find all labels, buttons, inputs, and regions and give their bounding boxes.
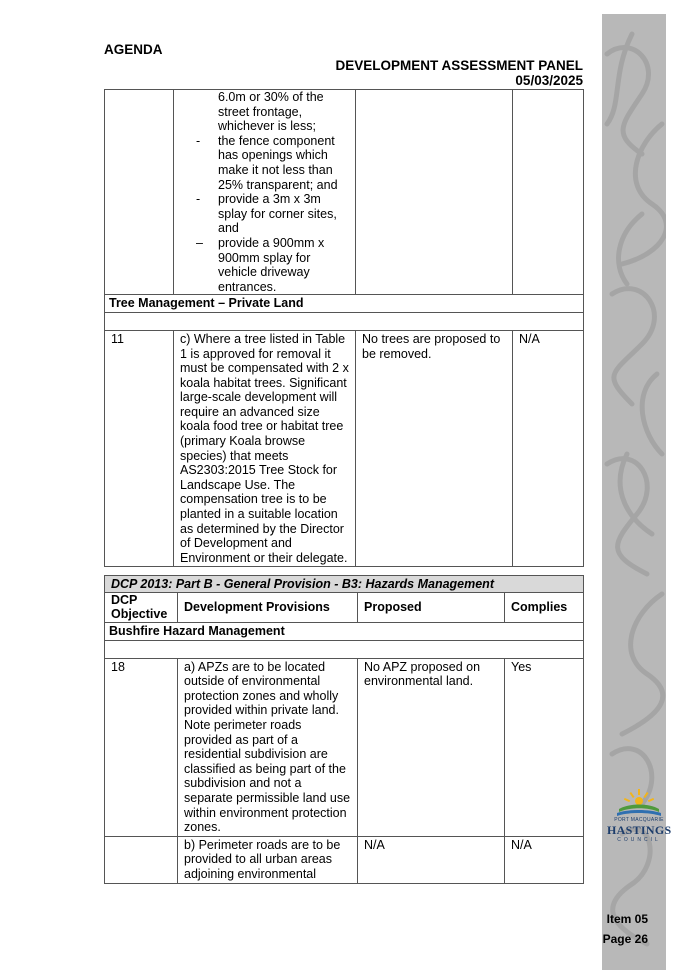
logo-line-2: HASTINGS bbox=[607, 823, 672, 837]
column-header-objective: DCP Objective bbox=[105, 593, 178, 623]
table-title: DCP 2013: Part B - General Provision - B3: Hazards Management bbox=[105, 576, 584, 593]
panel-heading: DEVELOPMENT ASSESSMENT PANEL bbox=[335, 58, 583, 73]
section-row bbox=[105, 295, 584, 313]
hazards-management-table bbox=[104, 575, 584, 884]
list-item: - the fence component has openings which make it not less than 25% transparent; and bbox=[196, 133, 338, 192]
provision-cell: c) Where a tree listed in Table 1 is approved for removal it must be compensated with 2 x koala habitat trees. Significant large-scale development will require an advanced size koala food tree or habitat tree (primary Koala browse species) that meets AS2303:2015 Tree Stock for Landscape Use. The compensation tree is to be planted in a suitable location as determined by the Director of Development and Environment or their delegate. bbox=[174, 330, 356, 567]
meeting-date: 05/03/2025 bbox=[515, 73, 583, 88]
objective-cell bbox=[105, 90, 174, 295]
column-header-provisions: Development Provisions bbox=[178, 593, 358, 623]
section-row bbox=[105, 623, 584, 641]
complies-cell bbox=[513, 90, 584, 295]
proposed-cell: No APZ proposed on environmental land. bbox=[358, 658, 505, 836]
column-header-complies: Complies bbox=[505, 593, 584, 623]
logo-line-1: PORT MACQUARIE bbox=[614, 817, 664, 823]
section-heading: Bushfire Hazard Management bbox=[105, 623, 584, 641]
complies-cell: N/A bbox=[505, 836, 584, 883]
list-item: 6.0m or 30% of the street frontage, whichever is less; bbox=[218, 90, 324, 134]
column-header-row bbox=[105, 593, 584, 623]
provision-cell bbox=[174, 90, 356, 295]
section-heading: Tree Management – Private Land bbox=[105, 295, 584, 313]
table-row bbox=[105, 330, 584, 567]
table-title-row bbox=[105, 576, 584, 593]
page-number: Page 26 bbox=[602, 932, 648, 946]
complies-cell: Yes bbox=[505, 658, 584, 836]
agenda-heading: AGENDA bbox=[104, 42, 163, 57]
provision-cell: b) Perimeter roads are to be provided to all urban areas adjoining environmental bbox=[178, 836, 358, 883]
item-number: Item 05 bbox=[606, 912, 648, 926]
table-row bbox=[105, 836, 584, 883]
table-row bbox=[105, 90, 584, 295]
table-row bbox=[105, 658, 584, 836]
spacer-row bbox=[105, 312, 584, 330]
spacer-row bbox=[105, 640, 584, 658]
provisions-table-continued bbox=[104, 89, 584, 567]
list-item: - provide a 3m x 3m splay for corner sites, and bbox=[196, 192, 337, 236]
provision-list bbox=[174, 90, 349, 294]
logo-line-3: COUNCIL bbox=[617, 837, 661, 843]
proposed-cell: N/A bbox=[358, 836, 505, 883]
proposed-cell: No trees are proposed to be removed. bbox=[356, 330, 513, 567]
list-item: – provide a 900mm x 900mm splay for vehicle driveway entrances. bbox=[196, 235, 325, 294]
complies-cell: N/A bbox=[513, 330, 584, 567]
column-header-proposed: Proposed bbox=[358, 593, 505, 623]
sun-wave-icon bbox=[607, 787, 671, 821]
objective-cell bbox=[105, 836, 178, 883]
objective-cell: 11 bbox=[105, 330, 174, 567]
proposed-cell bbox=[356, 90, 513, 295]
objective-cell: 18 bbox=[105, 658, 178, 836]
provision-cell: a) APZs are to be located outside of environmental protection zones and wholly provided within private land. Note perimeter roads provided as part of a residential subdivision are classified as being part of the subdivision and not a separate permissible land use within environment protection zones. bbox=[178, 658, 358, 836]
